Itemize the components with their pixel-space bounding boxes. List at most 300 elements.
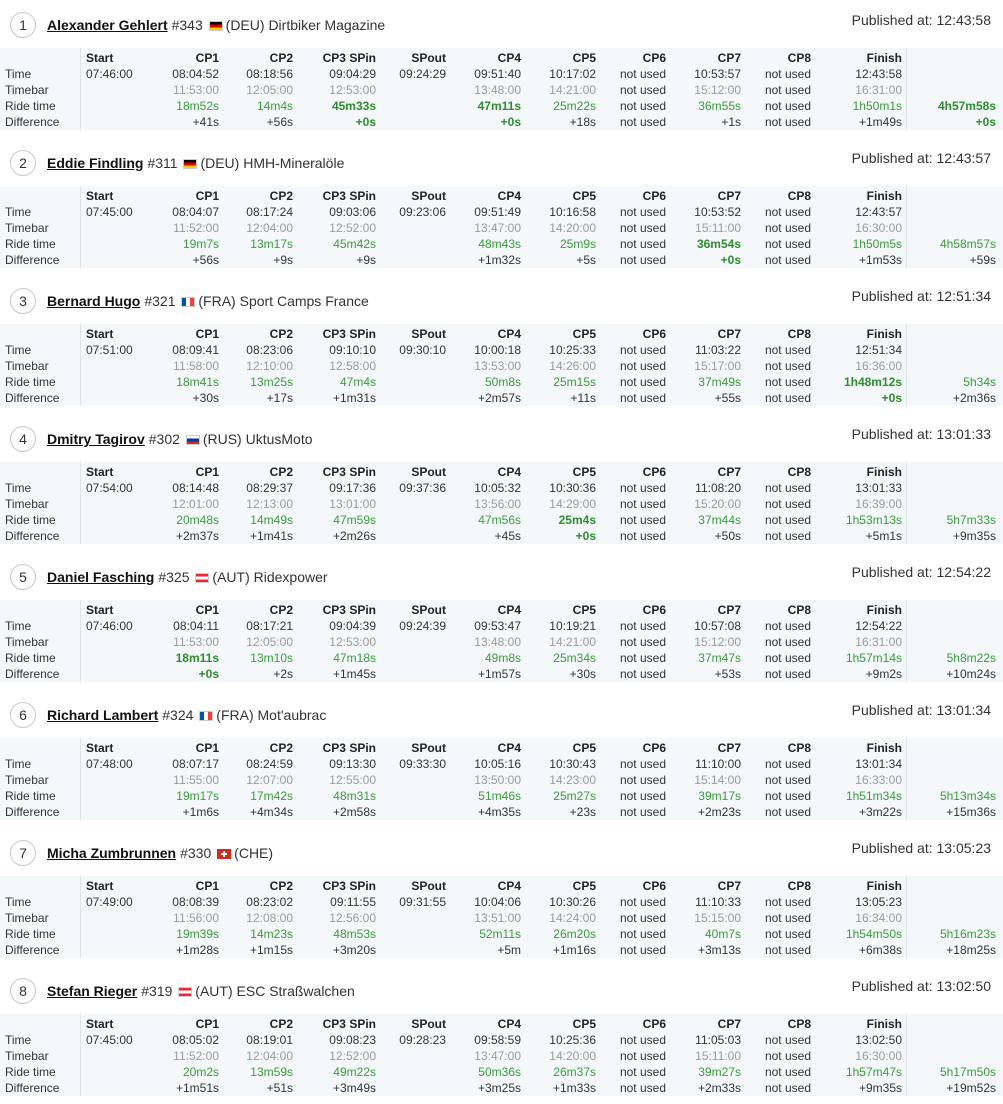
column-header: CP6 [642, 327, 666, 341]
rider-meta [147, 155, 344, 171]
timebar-cell: 12:55:00 [329, 773, 376, 787]
timebar-cell: 13:48:00 [474, 83, 521, 97]
timebar-cell: not used [764, 221, 811, 235]
difference-cell: +3m22s [858, 805, 902, 819]
ride-time-cell: not used [619, 1065, 666, 1079]
column-header: CP3 SPin [322, 741, 376, 755]
rider-name-link[interactable]: Stefan Rieger [47, 983, 138, 999]
time-cell: 10:30:36 [549, 481, 596, 495]
row-label-ride: Ride time [5, 789, 56, 803]
ride-time-cell: 39m27s [698, 1065, 741, 1079]
rider-name-link[interactable]: Bernard Hugo [47, 293, 141, 309]
total-difference: +9m35s [952, 529, 996, 543]
ride-time-cell: 13m59s [250, 1065, 293, 1079]
row-label-timebar: Timebar [5, 1049, 49, 1063]
timebar-cell: 15:11:00 [695, 221, 741, 235]
column-header: SPout [411, 741, 446, 755]
published-time: 13:01:33 [936, 426, 991, 442]
time-cell: 11:10:33 [695, 895, 741, 909]
row-label-time: Time [5, 895, 32, 909]
timebar-cell: 14:26:00 [549, 359, 596, 373]
ride-time-cell: 50m36s [478, 1065, 521, 1079]
divider [906, 1014, 907, 1096]
timebar-cell: 12:04:00 [246, 221, 293, 235]
difference-cell: +3m13s [697, 943, 741, 957]
timebar-cell: 16:30:00 [855, 1049, 902, 1063]
ride-time-cell: 14m23s [250, 927, 293, 941]
difference-cell: +30s [569, 667, 596, 681]
rider-header [0, 138, 1003, 186]
column-header: CP3 SPin [322, 879, 376, 893]
column-header: CP2 [269, 189, 293, 203]
difference-cell: +2m33s [697, 1081, 741, 1095]
published-at [852, 564, 991, 580]
column-header: CP8 [787, 603, 811, 617]
difference-cell: +11s [570, 391, 596, 405]
ride-time-cell: 1h50m1s [852, 99, 902, 113]
rider-header [0, 552, 1003, 600]
difference-cell: not used [619, 391, 666, 405]
timebar-cell: 16:34:00 [855, 911, 902, 925]
column-header: CP3 SPin [322, 1017, 376, 1031]
time-cell: 09:04:29 [329, 67, 376, 81]
ride-time-cell: not used [764, 651, 811, 665]
timebar-cell: 14:21:00 [549, 83, 596, 97]
ride-time-cell: 25m9s [559, 237, 596, 251]
column-header: Start [86, 879, 114, 893]
ride-time-cell: 48m31s [333, 789, 376, 803]
column-header: CP6 [642, 189, 666, 203]
divider [906, 876, 907, 958]
column-header: Finish [866, 879, 902, 893]
row-label-diff: Difference [5, 115, 60, 129]
difference-cell: +56s [266, 115, 293, 129]
time-cell: 07:45:00 [86, 1033, 133, 1047]
column-header: CP8 [787, 189, 811, 203]
time-cell: 08:08:39 [172, 895, 219, 909]
time-cell: 10:53:52 [694, 205, 741, 219]
split-table [0, 738, 1003, 820]
rider-meta [158, 569, 327, 585]
timebar-cell: not used [619, 773, 666, 787]
difference-cell: +1m57s [477, 667, 521, 681]
time-cell: 11:08:20 [695, 481, 741, 495]
time-cell: not used [764, 67, 811, 81]
timebar-cell: 14:24:00 [549, 911, 596, 925]
rider-card [0, 828, 1003, 966]
column-header: CP3 SPin [322, 327, 376, 341]
column-header: CP8 [787, 879, 811, 893]
team-name: UktusMoto [245, 431, 313, 447]
total-ride-time: 4h58m57s [939, 237, 996, 251]
difference-cell: +3m49s [332, 1081, 376, 1095]
column-header: SPout [411, 1017, 446, 1031]
column-header: CP6 [642, 741, 666, 755]
timebar-cell: not used [764, 359, 811, 373]
split-table [0, 600, 1003, 682]
column-header: SPout [411, 603, 446, 617]
timebar-cell: 14:20:00 [549, 221, 596, 235]
difference-cell: not used [619, 1081, 666, 1095]
time-cell: not used [619, 481, 666, 495]
time-cell: not used [764, 343, 811, 357]
split-table [0, 462, 1003, 544]
difference-cell: +0s [575, 529, 596, 543]
rider-card [0, 138, 1003, 276]
time-cell: 07:45:00 [86, 205, 133, 219]
difference-cell: +2m37s [175, 529, 219, 543]
column-header: CP5 [572, 1017, 596, 1031]
rider-number: #302 [148, 431, 180, 447]
column-header: CP6 [642, 879, 666, 893]
time-cell: not used [619, 67, 666, 81]
row-label-ride: Ride time [5, 651, 56, 665]
team-name: Ridexpower [253, 569, 328, 585]
column-header: CP2 [269, 603, 293, 617]
time-cell: 09:30:10 [399, 343, 446, 357]
time-cell: 10:16:58 [549, 205, 596, 219]
timebar-cell: 13:47:00 [474, 1049, 521, 1063]
column-header: Start [86, 327, 114, 341]
total-difference: +15m36s [946, 805, 996, 819]
timebar-cell: 13:47:00 [474, 221, 521, 235]
time-cell: 11:05:03 [695, 1033, 741, 1047]
time-cell: 12:51:34 [855, 343, 902, 357]
time-cell: 10:30:26 [549, 895, 596, 909]
time-cell: 10:04:06 [474, 895, 521, 909]
time-cell: 09:10:10 [329, 343, 376, 357]
time-cell: 13:02:50 [855, 1033, 902, 1047]
position-badge: 5 [10, 564, 36, 590]
rider-meta [144, 293, 368, 309]
column-header: CP8 [787, 327, 811, 341]
team-name: Mot'aubrac [257, 707, 327, 723]
country-code: (DEU) [225, 17, 265, 33]
difference-cell: not used [764, 943, 811, 957]
column-header: CP7 [717, 879, 741, 893]
time-cell: not used [764, 1033, 811, 1047]
time-cell: 08:23:02 [246, 895, 293, 909]
timebar-cell: 16:36:00 [855, 359, 902, 373]
timebar-cell: not used [619, 221, 666, 235]
country-flag-icon [195, 573, 209, 583]
total-ride-time: 5h34s [963, 375, 996, 389]
ride-time-cell: 39m17s [698, 789, 741, 803]
time-cell: 08:05:02 [172, 1033, 219, 1047]
ride-time-cell: 47m56s [478, 513, 521, 527]
ride-time-cell: not used [619, 927, 666, 941]
column-header: Start [86, 189, 114, 203]
published-at [852, 288, 991, 304]
rider-number: #321 [144, 293, 176, 309]
row-label-timebar: Timebar [5, 497, 49, 511]
time-cell: 08:18:56 [246, 67, 293, 81]
difference-cell: +1m51s [175, 1081, 219, 1095]
column-header: CP2 [269, 327, 293, 341]
difference-cell: not used [764, 253, 811, 267]
published-time: 12:43:58 [936, 12, 991, 28]
timebar-cell: 12:53:00 [329, 83, 376, 97]
difference-cell: +9m35s [858, 1081, 902, 1095]
column-header: CP4 [497, 603, 521, 617]
row-label-timebar: Timebar [5, 773, 49, 787]
country-flag-icon [186, 435, 200, 445]
rider-name-link[interactable]: Dmitry Tagirov [47, 431, 145, 447]
rider-number: #330 [180, 845, 212, 861]
ride-time-cell: 17m42s [250, 789, 293, 803]
timebar-cell: not used [619, 359, 666, 373]
ride-time-cell: not used [619, 789, 666, 803]
row-label-diff: Difference [5, 391, 60, 405]
time-cell: 09:08:23 [329, 1033, 376, 1047]
difference-cell: +9m2s [865, 667, 902, 681]
row-label-ride: Ride time [5, 375, 56, 389]
column-header: CP4 [497, 1017, 521, 1031]
ride-time-cell: not used [619, 651, 666, 665]
timebar-cell: 15:20:00 [694, 497, 741, 511]
rider-name-link[interactable]: Daniel Fasching [47, 569, 155, 585]
ride-time-cell: 37m44s [698, 513, 741, 527]
difference-cell: +23s [569, 805, 596, 819]
ride-time-cell: 1h53m13s [845, 513, 902, 527]
timebar-cell: not used [764, 83, 811, 97]
total-difference: +2m36s [952, 391, 996, 405]
difference-cell: +50s [714, 529, 741, 543]
timebar-cell: not used [619, 911, 666, 925]
difference-cell: +0s [355, 115, 376, 129]
timebar-cell: not used [764, 911, 811, 925]
ride-time-cell: 49m8s [484, 651, 521, 665]
column-header: Start [86, 465, 114, 479]
rider-card [0, 552, 1003, 690]
timebar-cell: 15:12:00 [694, 83, 741, 97]
published-label: Published at: [851, 564, 933, 580]
rider-name-link[interactable]: Alexander Gehlert [47, 17, 168, 33]
timebar-cell: not used [619, 497, 666, 511]
rider-meta [162, 707, 326, 723]
timebar-cell: 16:31:00 [855, 635, 902, 649]
rider-number: #343 [171, 17, 203, 33]
published-at [852, 426, 991, 442]
row-label-diff: Difference [5, 529, 60, 543]
time-cell: 13:05:23 [855, 895, 902, 909]
timebar-cell: 14:20:00 [549, 1049, 596, 1063]
time-cell: 08:17:21 [246, 619, 293, 633]
column-header: CP1 [195, 465, 219, 479]
country-code: (FRA) [216, 707, 254, 723]
time-cell: 07:49:00 [86, 895, 133, 909]
time-cell: 10:57:08 [694, 619, 741, 633]
divider [906, 48, 907, 130]
total-difference: +19m52s [946, 1081, 996, 1095]
row-label-diff: Difference [5, 253, 60, 267]
column-header: CP2 [269, 465, 293, 479]
team-name: Sport Camps France [239, 293, 369, 309]
rider-number: #325 [158, 569, 190, 585]
time-cell: 08:04:07 [172, 205, 219, 219]
difference-cell: +41s [192, 115, 219, 129]
time-cell: 09:24:29 [399, 67, 446, 81]
time-cell: 10:05:32 [474, 481, 521, 495]
column-header: CP4 [497, 327, 521, 341]
difference-cell: not used [619, 805, 666, 819]
country-code: (AUT) [212, 569, 250, 585]
ride-time-cell: 19m39s [176, 927, 219, 941]
ride-time-cell: 1h51m34s [845, 789, 902, 803]
country-code: (CHE) [234, 845, 274, 861]
ride-time-cell: 45m42s [333, 237, 376, 251]
total-ride-time: 5h8m22s [946, 651, 996, 665]
difference-cell: not used [619, 115, 666, 129]
total-ride-time: 5h7m33s [946, 513, 996, 527]
rider-card [0, 414, 1003, 552]
divider [80, 600, 81, 682]
difference-cell: +1m33s [552, 1081, 596, 1095]
column-header: CP8 [787, 51, 811, 65]
difference-cell: +5m [497, 943, 521, 957]
column-header: CP1 [195, 741, 219, 755]
column-header: Start [86, 51, 114, 65]
difference-cell: not used [619, 253, 666, 267]
ride-time-cell: 13m25s [250, 375, 293, 389]
ride-time-cell: 25m34s [553, 651, 596, 665]
total-ride-time: 4h57m58s [937, 99, 996, 113]
difference-cell: +1m6s [182, 805, 219, 819]
row-label-time: Time [5, 481, 32, 495]
time-cell: 09:53:47 [474, 619, 521, 633]
difference-cell: not used [764, 667, 811, 681]
time-cell: 08:23:06 [246, 343, 293, 357]
country-code: (AUT) [195, 983, 233, 999]
timebar-cell: 11:52:00 [173, 1049, 219, 1063]
difference-cell: +2m26s [332, 529, 376, 543]
divider [80, 324, 81, 406]
ride-time-cell: 20m48s [176, 513, 219, 527]
time-cell: 10:30:43 [549, 757, 596, 771]
country-flag-icon [209, 21, 223, 31]
ride-time-cell: 47m59s [333, 513, 376, 527]
total-ride-time: 5h17m50s [939, 1065, 996, 1079]
country-code: (FRA) [198, 293, 236, 309]
column-header: CP8 [787, 741, 811, 755]
difference-cell: +3m25s [477, 1081, 521, 1095]
row-label-ride: Ride time [5, 237, 56, 251]
time-cell: 10:25:33 [549, 343, 596, 357]
time-cell: 08:09:41 [172, 343, 219, 357]
column-header: CP1 [195, 51, 219, 65]
difference-cell: +1m32s [477, 253, 521, 267]
time-cell: 09:51:40 [474, 67, 521, 81]
ride-time-cell: 25m15s [553, 375, 596, 389]
rider-name-link[interactable]: Micha Zumbrunnen [47, 845, 177, 861]
rider-card [0, 966, 1003, 1104]
rider-card [0, 690, 1003, 828]
column-header: CP5 [572, 51, 596, 65]
column-header: CP7 [717, 603, 741, 617]
ride-time-cell: 1h50m5s [852, 237, 902, 251]
timebar-cell: 15:11:00 [695, 1049, 741, 1063]
rider-header [0, 0, 1003, 48]
time-cell: 13:01:33 [855, 481, 902, 495]
difference-cell: +1m15s [249, 943, 293, 957]
ride-time-cell: 47m11s [477, 99, 521, 113]
country-code: (DEU) [200, 155, 240, 171]
published-at [852, 150, 991, 166]
country-flag-icon [199, 711, 213, 721]
time-cell: 08:04:52 [172, 67, 219, 81]
rider-name-link[interactable]: Eddie Findling [47, 155, 144, 171]
column-header: CP8 [787, 1017, 811, 1031]
row-label-time: Time [5, 757, 32, 771]
timebar-cell: 12:01:00 [172, 497, 219, 511]
row-label-diff: Difference [5, 943, 60, 957]
difference-cell: +53s [714, 667, 741, 681]
ride-time-cell: 14m49s [250, 513, 293, 527]
time-cell: not used [619, 757, 666, 771]
difference-cell: +0s [198, 667, 219, 681]
timebar-cell: 11:53:00 [173, 83, 219, 97]
time-cell: 09:13:30 [329, 757, 376, 771]
time-cell: not used [619, 895, 666, 909]
timebar-cell: not used [764, 1049, 811, 1063]
published-time: 13:02:50 [936, 978, 991, 994]
time-cell: 09:33:30 [399, 757, 446, 771]
time-cell: not used [619, 343, 666, 357]
total-difference: +10m24s [946, 667, 996, 681]
split-table [0, 876, 1003, 958]
team-name: ESC Straßwalchen [236, 983, 355, 999]
position-badge: 1 [10, 12, 36, 38]
timebar-cell: 11:55:00 [173, 773, 219, 787]
rider-name-link[interactable]: Richard Lambert [47, 707, 159, 723]
row-label-timebar: Timebar [5, 911, 49, 925]
column-header: CP3 SPin [322, 465, 376, 479]
timebar-cell: 14:29:00 [549, 497, 596, 511]
difference-cell: +3m20s [332, 943, 376, 957]
timebar-cell: 11:56:00 [173, 911, 219, 925]
rider-header [0, 828, 1003, 876]
time-cell: 08:17:24 [246, 205, 293, 219]
ride-time-cell: not used [619, 375, 666, 389]
total-difference: +18m25s [946, 943, 996, 957]
time-cell: not used [619, 619, 666, 633]
time-cell: 10:17:02 [549, 67, 596, 81]
rider-number: #311 [147, 155, 178, 171]
column-header: CP5 [572, 879, 596, 893]
column-header: CP7 [717, 327, 741, 341]
position-badge: 2 [10, 150, 36, 176]
row-label-diff: Difference [5, 667, 60, 681]
divider [80, 738, 81, 820]
timebar-cell: not used [764, 497, 811, 511]
row-label-diff: Difference [5, 805, 60, 819]
divider [906, 186, 907, 268]
timebar-cell: not used [619, 1049, 666, 1063]
ride-time-cell: 45m33s [331, 99, 376, 113]
published-label: Published at: [851, 12, 933, 28]
split-table [0, 186, 1003, 268]
ride-time-cell: 51m46s [478, 789, 521, 803]
column-header: Finish [866, 603, 902, 617]
column-header: Finish [866, 51, 902, 65]
column-header: CP8 [787, 465, 811, 479]
time-cell: not used [764, 619, 811, 633]
timebar-cell: 12:58:00 [329, 359, 376, 373]
difference-cell: +9s [356, 253, 376, 267]
timebar-cell: 11:58:00 [173, 359, 219, 373]
timebar-cell: 15:15:00 [694, 911, 741, 925]
team-name: HMH-Mineralöle [243, 155, 345, 171]
